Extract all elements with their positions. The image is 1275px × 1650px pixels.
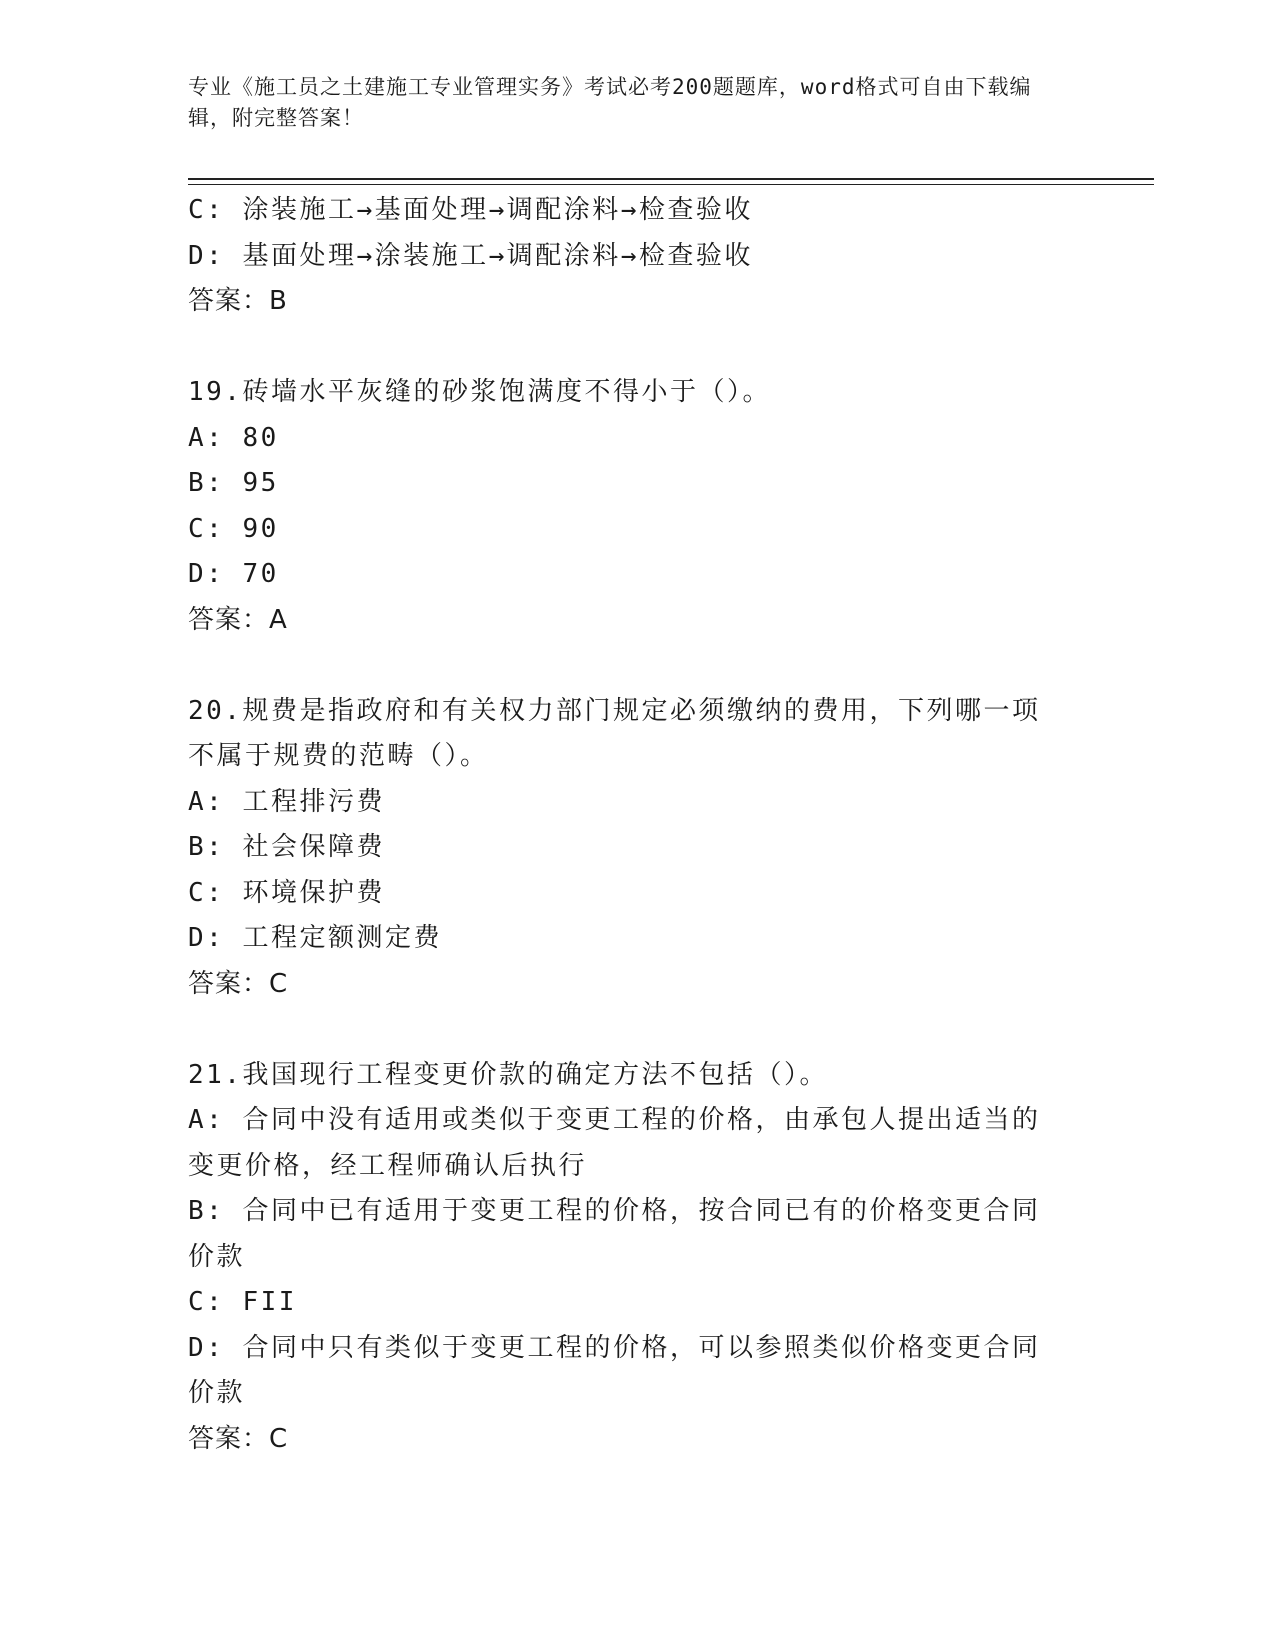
q20-option-b: B: 社会保障费 [188,832,385,862]
q20-question: 20.规费是指政府和有关权力部门规定必须缴纳的费用，下列哪一项不属于规费的范畴（）。 [188,695,1041,771]
q19-option-d: D: 70 [188,559,279,589]
q18-option-c: C: 涂装施工→基面处理→调配涂料→检查验收 [188,195,753,225]
q21-option-b: B: 合同中已有适用于变更工程的价格，按合同已有的价格变更合同价款 [188,1196,1041,1272]
spacer [188,325,1068,371]
q19-option-b: B: 95 [188,468,279,498]
q21-option-a: A: 合同中没有适用或类似于变更工程的价格，由承包人提出适当的变更价格，经工程师确认后执行 [188,1105,1041,1181]
header-rule-top [188,178,1154,180]
spacer [188,1007,1068,1053]
document-header: 专业《施工员之土建施工专业管理实务》考试必考200题题库，word格式可自由下载编辑，附完整答案！ [188,75,1032,130]
q21-option-d: D: 合同中只有类似于变更工程的价格，可以参照类似价格变更合同价款 [188,1332,1041,1408]
q18-option-d: D: 基面处理→涂装施工→调配涂料→检查验收 [188,240,753,271]
q19-answer: 答案：A [188,604,288,635]
q19-option-c: C: 90 [188,513,279,544]
document-body [188,188,1068,1462]
q18-answer: 答案：B [188,286,288,316]
spacer [188,643,1068,689]
header-rule-bottom [188,184,1154,185]
q21-answer: 答案：C [188,1423,289,1454]
q20-answer: 答案：C [188,968,289,999]
q21-question: 21.我国现行工程变更价款的确定方法不包括（）。 [188,1059,828,1090]
q19-option-a: A: 80 [188,422,279,453]
q20-option-d: D: 工程定额测定费 [188,923,442,953]
q21-option-c: C: FII [188,1287,297,1317]
q19-question: 19.砖墙水平灰缝的砂浆饱满度不得小于（）。 [188,377,771,407]
q20-option-a: A: 工程排污费 [188,786,385,817]
q20-option-c: C: 环境保护费 [188,877,385,908]
